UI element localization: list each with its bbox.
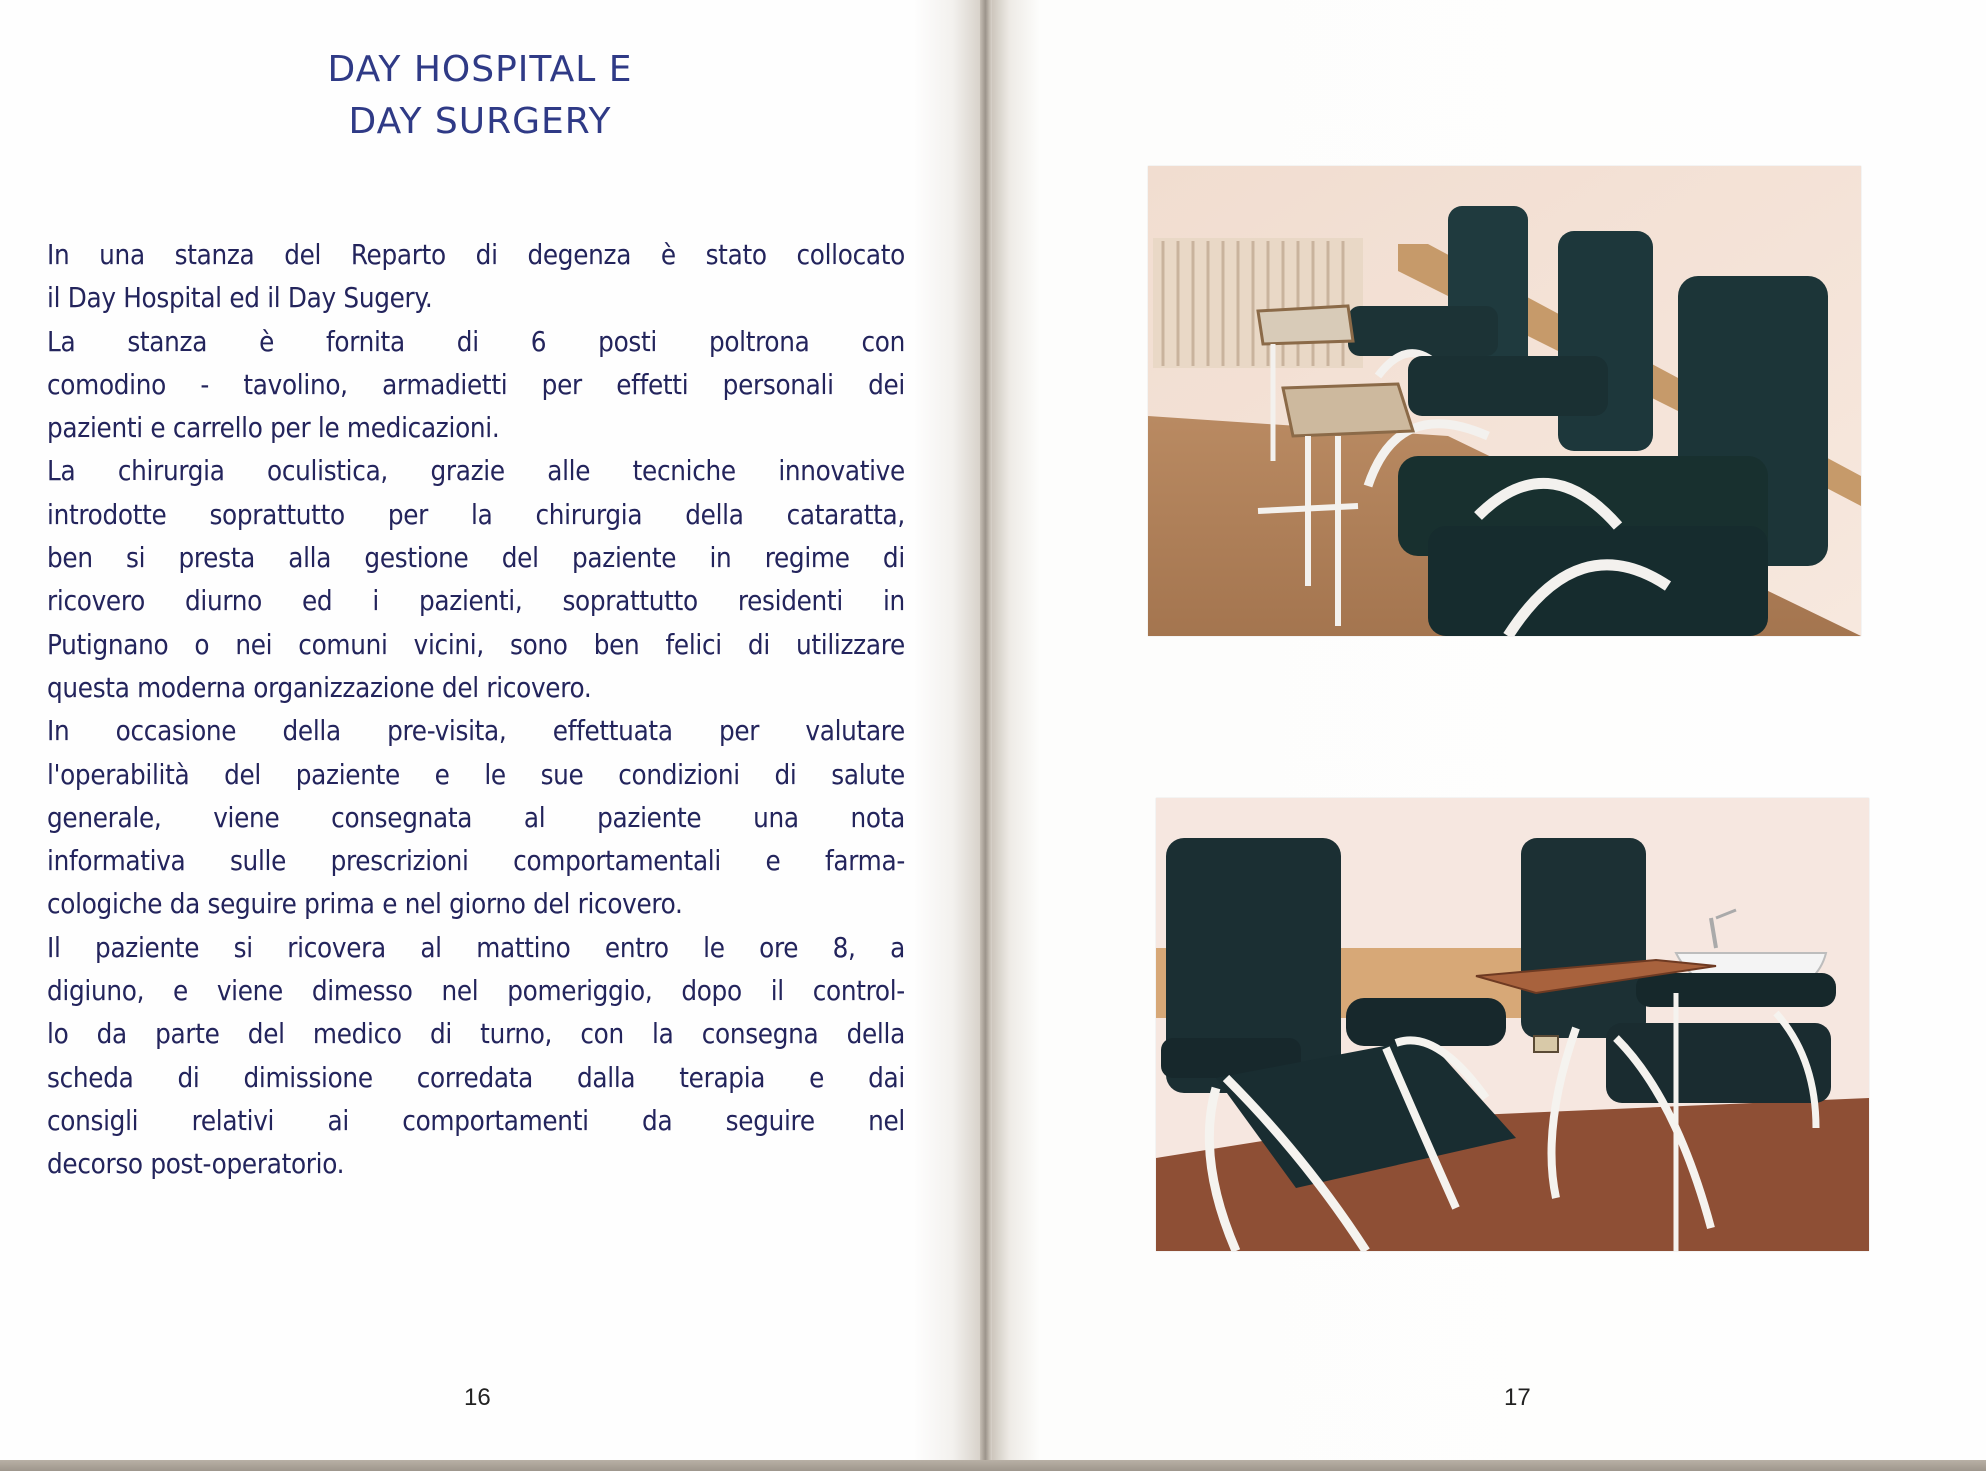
body-word: terapia bbox=[679, 1061, 766, 1094]
body-word: stato bbox=[705, 239, 767, 271]
body-word: della bbox=[846, 1018, 905, 1051]
body-word: e bbox=[809, 1061, 825, 1094]
body-word: paziente bbox=[295, 758, 400, 791]
body-word: una bbox=[753, 801, 799, 834]
body-word: posti bbox=[598, 325, 657, 358]
body-word: corredata bbox=[416, 1061, 533, 1094]
body-word: poltrona bbox=[708, 325, 810, 358]
body-line bbox=[47, 450, 905, 493]
radiator bbox=[1153, 238, 1363, 368]
body-word: ricovero bbox=[47, 585, 145, 618]
body-word: residenti bbox=[737, 585, 843, 618]
body-line: pazienti e carrello per le medicazioni. bbox=[47, 412, 500, 445]
body-word: collocato bbox=[796, 239, 905, 271]
body-line bbox=[47, 494, 905, 537]
body-word: dimissione bbox=[243, 1061, 373, 1094]
body-word: chirurgia bbox=[535, 498, 643, 531]
body-word: presta bbox=[178, 542, 255, 575]
wall-socket bbox=[1534, 1036, 1558, 1052]
body-word: pazienti, bbox=[419, 585, 523, 618]
body-word: dai bbox=[868, 1061, 905, 1094]
body-word: si bbox=[233, 931, 253, 964]
body-word: ben bbox=[593, 628, 640, 661]
photo-armchairs-row-image bbox=[1148, 166, 1861, 636]
body-line bbox=[47, 624, 905, 667]
body-line bbox=[47, 1057, 905, 1100]
body-word: a bbox=[890, 931, 905, 964]
body-word: ai bbox=[327, 1104, 349, 1137]
body-word: da bbox=[642, 1104, 673, 1137]
body-word: al bbox=[523, 801, 546, 834]
body-word: il bbox=[770, 975, 784, 1008]
left-page bbox=[0, 0, 982, 1462]
body-word: viene bbox=[216, 975, 283, 1008]
body-word: scheda bbox=[47, 1061, 134, 1094]
body-line bbox=[47, 1013, 905, 1056]
body-word: grazie bbox=[430, 455, 505, 488]
body-line bbox=[47, 710, 905, 753]
body-line bbox=[47, 797, 905, 840]
body-word: chirurgia bbox=[117, 455, 225, 488]
body-word: In bbox=[47, 715, 70, 748]
body-word: pre-visita, bbox=[387, 715, 507, 748]
body-word: di bbox=[747, 628, 770, 661]
body-word: nota bbox=[850, 801, 905, 834]
body-word: alla bbox=[288, 542, 332, 575]
body-word: di bbox=[177, 1061, 200, 1094]
body-word: medico bbox=[312, 1018, 402, 1051]
body-word: Putignano bbox=[47, 628, 169, 661]
body-word: nel bbox=[868, 1104, 905, 1137]
body-word: prescrizioni bbox=[330, 845, 469, 878]
body-word: di bbox=[456, 325, 479, 358]
body-word: paziente bbox=[597, 801, 702, 834]
body-word: consigli bbox=[47, 1104, 139, 1137]
body-word: e bbox=[765, 845, 781, 878]
body-line bbox=[47, 364, 905, 407]
body-text bbox=[47, 234, 905, 1187]
body-word: La bbox=[47, 325, 76, 358]
body-word: la bbox=[471, 498, 493, 531]
body-word: dopo bbox=[681, 975, 742, 1008]
page-number-right: 17 bbox=[1504, 1384, 1531, 1411]
body-word: fornita bbox=[325, 325, 405, 358]
body-word: La bbox=[47, 455, 76, 488]
body-word: parte bbox=[155, 1018, 220, 1051]
body-word: le bbox=[703, 931, 725, 964]
title-line-1: DAY HOSPITAL E bbox=[327, 49, 633, 90]
body-word: armadietti bbox=[382, 368, 508, 401]
body-word: la bbox=[652, 1018, 674, 1051]
body-word: di bbox=[475, 239, 498, 271]
page-title bbox=[200, 44, 760, 148]
body-word: informativa bbox=[47, 845, 186, 878]
body-word: gestione bbox=[364, 542, 469, 575]
body-word: personali bbox=[722, 368, 834, 401]
body-word: in bbox=[709, 542, 732, 575]
body-word: della bbox=[685, 498, 744, 531]
body-line: cologiche da seguire prima e nel giorno del ricovero. bbox=[47, 888, 683, 921]
body-word: - bbox=[200, 368, 209, 401]
body-word: 8, bbox=[832, 931, 856, 964]
body-word: oculistica, bbox=[267, 455, 388, 488]
body-word: comodino bbox=[47, 368, 166, 401]
body-word: regime bbox=[764, 542, 850, 575]
body-word: sono bbox=[510, 628, 568, 661]
body-word: comportamenti bbox=[402, 1104, 589, 1137]
body-word: di bbox=[882, 542, 905, 575]
body-word: si bbox=[126, 542, 146, 575]
body-word: è bbox=[660, 239, 676, 271]
body-word: ore bbox=[759, 931, 799, 964]
body-line: questa moderna organizzazione del ricovero. bbox=[47, 671, 592, 704]
body-word: del bbox=[501, 542, 539, 575]
body-word: valutare bbox=[805, 715, 905, 748]
body-word: in bbox=[882, 585, 905, 618]
body-word: generale, bbox=[47, 801, 162, 834]
body-word: condizioni bbox=[618, 758, 740, 791]
book-gutter bbox=[980, 0, 992, 1462]
body-word: tecniche bbox=[632, 455, 736, 488]
body-line: il Day Hospital ed il Day Sugery. bbox=[47, 282, 433, 315]
body-word: stanza bbox=[127, 325, 208, 358]
body-word: stanza bbox=[174, 239, 255, 271]
body-word: In bbox=[47, 239, 70, 271]
body-word: e bbox=[173, 975, 188, 1008]
body-word: soprattutto bbox=[209, 498, 345, 531]
body-word: Reparto bbox=[350, 239, 446, 271]
body-word: turno, bbox=[480, 1018, 553, 1051]
body-line bbox=[47, 927, 905, 970]
body-word: effetti bbox=[616, 368, 689, 401]
body-word: con bbox=[580, 1018, 624, 1051]
body-word: paziente bbox=[95, 931, 200, 964]
body-word: le bbox=[484, 758, 506, 791]
photo-two-armchairs bbox=[1156, 798, 1869, 1251]
body-word: di bbox=[774, 758, 797, 791]
body-line bbox=[47, 580, 905, 623]
body-word: ricovera bbox=[287, 931, 386, 964]
body-word: del bbox=[284, 239, 322, 271]
body-word: è bbox=[259, 325, 274, 358]
body-word: per bbox=[718, 715, 760, 748]
body-word: una bbox=[99, 239, 145, 271]
page-number-left: 16 bbox=[464, 1384, 491, 1411]
body-line bbox=[47, 970, 905, 1013]
body-word: e bbox=[434, 758, 450, 791]
body-word: farma- bbox=[825, 845, 905, 878]
body-word: del bbox=[247, 1018, 285, 1051]
body-word: control- bbox=[812, 975, 905, 1008]
body-word: comportamentali bbox=[513, 845, 721, 878]
body-word: sue bbox=[540, 758, 584, 791]
body-word: comuni bbox=[298, 628, 388, 661]
body-word: o bbox=[194, 628, 210, 661]
body-word: per bbox=[541, 368, 582, 401]
body-word: mattino bbox=[476, 931, 571, 964]
body-word: diurno bbox=[184, 585, 262, 618]
body-line: decorso post-operatorio. bbox=[47, 1148, 345, 1181]
photo-two-armchairs-image bbox=[1156, 798, 1869, 1251]
body-word: nel bbox=[441, 975, 479, 1008]
body-word: seguire bbox=[725, 1104, 815, 1137]
body-word: occasione bbox=[115, 715, 237, 748]
body-word: dimesso bbox=[311, 975, 413, 1008]
body-word: consegna bbox=[701, 1018, 819, 1051]
body-word: innovative bbox=[778, 455, 905, 488]
body-word: utilizzare bbox=[795, 628, 905, 661]
body-word: di bbox=[429, 1018, 452, 1051]
body-word: cataratta, bbox=[786, 498, 905, 531]
body-line bbox=[47, 754, 905, 797]
body-word: con bbox=[861, 325, 905, 358]
body-word: Il bbox=[47, 931, 61, 964]
body-word: paziente bbox=[571, 542, 677, 575]
body-word: della bbox=[282, 715, 341, 748]
body-word: felici bbox=[665, 628, 722, 661]
body-word: salute bbox=[831, 758, 905, 791]
body-word: sulle bbox=[229, 845, 287, 878]
title-line-2: DAY SURGERY bbox=[348, 101, 612, 142]
body-word: da bbox=[96, 1018, 127, 1051]
body-word: soprattutto bbox=[562, 585, 698, 618]
scan-bottom-edge bbox=[0, 1460, 1986, 1471]
body-word: consegnata bbox=[331, 801, 473, 834]
body-line bbox=[47, 1100, 905, 1143]
body-word: 6 bbox=[530, 325, 547, 358]
body-word: alle bbox=[547, 455, 591, 488]
body-word: lo bbox=[47, 1018, 69, 1051]
body-word: dei bbox=[868, 368, 905, 401]
body-word: relativi bbox=[191, 1104, 275, 1137]
body-word: ed bbox=[302, 585, 333, 618]
body-word: per bbox=[387, 498, 429, 531]
body-word: effettuata bbox=[552, 715, 673, 748]
body-word: i bbox=[372, 585, 379, 618]
body-word: tavolino, bbox=[243, 368, 348, 401]
body-word: viene bbox=[213, 801, 280, 834]
body-word: entro bbox=[604, 931, 669, 964]
body-word: vicini, bbox=[413, 628, 484, 661]
body-word: introdotte bbox=[47, 498, 167, 531]
body-word: pomeriggio, bbox=[507, 975, 653, 1008]
body-line bbox=[47, 234, 905, 277]
body-line bbox=[47, 537, 905, 580]
body-line bbox=[47, 321, 905, 364]
body-line bbox=[47, 840, 905, 883]
body-word: al bbox=[420, 931, 442, 964]
body-word: ben bbox=[47, 542, 93, 575]
body-word: del bbox=[224, 758, 262, 791]
body-word: l'operabilità bbox=[47, 758, 190, 791]
body-word: degenza bbox=[527, 239, 632, 271]
body-word: digiuno, bbox=[47, 975, 145, 1008]
body-word: nei bbox=[235, 628, 273, 661]
body-word: dalla bbox=[576, 1061, 636, 1094]
photo-armchairs-row bbox=[1148, 166, 1861, 636]
